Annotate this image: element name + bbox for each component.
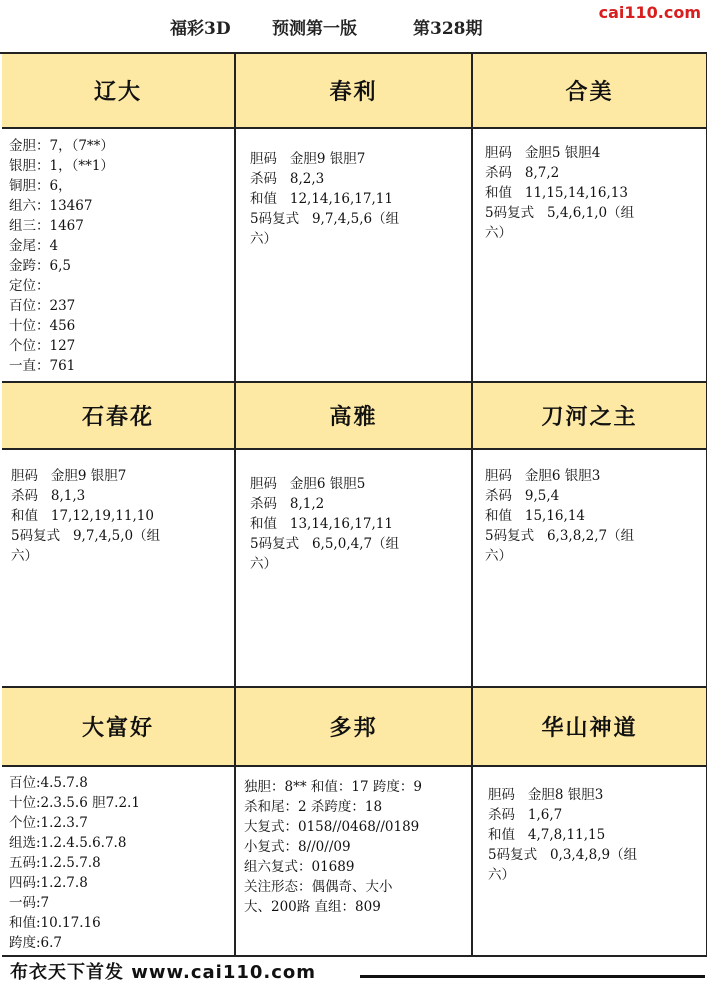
- prediction-line: 5码复式 6,3,8,2,7（组: [485, 528, 635, 544]
- prediction-line: 十位:2.3.5.6 胆7.2.1: [9, 795, 140, 811]
- prediction-line: 大复式：0158//0468//0189: [244, 819, 420, 835]
- expert-name-cell: 高雅: [236, 383, 473, 450]
- prediction-line: 六）: [250, 231, 277, 247]
- prediction-line: 金胆：7，（7**）: [9, 138, 114, 154]
- prediction-line: 金跨：6,5: [9, 258, 71, 274]
- prediction-line: 杀码 8,7,2: [485, 165, 560, 181]
- prediction-list: [2, 129, 234, 376]
- site-logo[interactable]: cai110.com: [598, 3, 701, 22]
- prediction-panel: [2, 129, 236, 383]
- prediction-line: 5码复式 5,4,6,1,0（组: [485, 205, 635, 221]
- prediction-line: 银胆：1，（**1）: [9, 158, 114, 174]
- prediction-line: 独胆：8** 和值：17 跨度：9: [244, 779, 422, 795]
- prediction-line: 胆码 金胆6 银胆3: [485, 468, 601, 484]
- prediction-panel: [473, 767, 707, 957]
- prediction-line: 和值 13,14,16,17,11: [250, 516, 393, 532]
- prediction-line: 杀码 8,2,3: [250, 171, 325, 187]
- prediction-list: [473, 767, 706, 885]
- prediction-line: 胆码 金胆5 银胆4: [485, 145, 601, 161]
- prediction-panel: [473, 129, 707, 383]
- prediction-list: [236, 767, 471, 917]
- prediction-line: 5码复式 9,7,4,5,6（组: [250, 211, 400, 227]
- prediction-line: 胆码 金胆9 银胆7: [11, 468, 127, 484]
- prediction-panel: [2, 767, 236, 957]
- lottery-title: 福彩3D: [170, 19, 231, 39]
- expert-name-cell: 石春花: [2, 383, 236, 450]
- prediction-line: 六）: [485, 548, 512, 564]
- footer-rule: [360, 975, 705, 978]
- prediction-line: 胆码 金胆6 银胆5: [250, 476, 366, 492]
- prediction-panel: [236, 767, 473, 957]
- prediction-line: 杀码 8,1,2: [250, 496, 325, 512]
- prediction-grid: [0, 52, 707, 951]
- prediction-line: 5码复式 9,7,4,5,0（组: [11, 528, 161, 544]
- prediction-panel: [236, 129, 473, 383]
- edition-title: 预测第一版: [272, 19, 357, 39]
- prediction-line: 六）: [485, 225, 512, 241]
- prediction-line: 和值 12,14,16,17,11: [250, 191, 393, 207]
- prediction-line: 杀码 8,1,3: [11, 488, 86, 504]
- prediction-line: 大、200路 直组：809: [244, 899, 381, 915]
- prediction-line: 百位:4.5.7.8: [9, 775, 88, 791]
- prediction-list: [2, 767, 234, 953]
- expert-name-cell: 辽大: [2, 54, 236, 129]
- prediction-line: 四码:1.2.7.8: [9, 875, 88, 891]
- prediction-line: 铜胆：6，: [9, 178, 72, 194]
- prediction-line: 杀码 9,5,4: [485, 488, 560, 504]
- expert-name-cell: 刀河之主: [473, 383, 707, 450]
- prediction-line: 组六复式：01689: [244, 859, 355, 875]
- prediction-line: 一直：761: [9, 358, 76, 374]
- title-bar: [0, 0, 707, 48]
- prediction-line: 组三：1467: [9, 218, 84, 234]
- prediction-line: 五码:1.2.5.7.8: [9, 855, 101, 871]
- prediction-line: 组选:1.2.4.5.6.7.8: [9, 835, 127, 851]
- prediction-list: [473, 129, 706, 243]
- prediction-line: 5码复式 6,5,0,4,7（组: [250, 536, 400, 552]
- expert-name-cell: 多邦: [236, 688, 473, 767]
- prediction-panel: [2, 450, 236, 688]
- prediction-line: 5码复式 0,3,4,8,9（组: [488, 847, 638, 863]
- prediction-line: 胆码 金胆8 银胆3: [488, 787, 604, 803]
- prediction-line: 和值:10.17.16: [9, 915, 101, 931]
- prediction-line: 和值 15,16,14: [485, 508, 585, 524]
- prediction-line: 金尾：4: [9, 238, 59, 254]
- prediction-line: 六）: [11, 548, 38, 564]
- prediction-panel: [473, 450, 707, 688]
- prediction-panel: [236, 450, 473, 688]
- prediction-line: 百位：237: [9, 298, 76, 314]
- prediction-list: [236, 450, 471, 574]
- footer-watermark: 布衣天下首发 www.cai110.com: [10, 962, 317, 983]
- expert-name-cell: 合美: [473, 54, 707, 129]
- prediction-line: 杀和尾：2 杀跨度：18: [244, 799, 383, 815]
- prediction-line: 杀码 1,6,7: [488, 807, 563, 823]
- prediction-line: 关注形态：偶偶奇、大小: [244, 879, 393, 895]
- prediction-line: 和值 17,12,19,11,10: [11, 508, 154, 524]
- prediction-list: [473, 450, 706, 566]
- prediction-line: 和值 4,7,8,11,15: [488, 827, 606, 843]
- prediction-line: 和值 11,15,14,16,13: [485, 185, 628, 201]
- prediction-line: 个位:1.2.3.7: [9, 815, 88, 831]
- prediction-line: 个位：127: [9, 338, 76, 354]
- expert-name-cell: 华山神道: [473, 688, 707, 767]
- issue-title: 第328期: [413, 19, 483, 39]
- prediction-line: 六）: [488, 867, 515, 883]
- prediction-line: 六）: [250, 556, 277, 572]
- expert-name-cell: 春利: [236, 54, 473, 129]
- prediction-line: 组六：13467: [9, 198, 93, 214]
- prediction-line: 定位：: [9, 278, 50, 294]
- prediction-line: 一码:7: [9, 895, 50, 911]
- prediction-line: 小复式：8//0//09: [244, 839, 351, 855]
- prediction-line: 十位：456: [9, 318, 76, 334]
- expert-name-cell: 大富好: [2, 688, 236, 767]
- prediction-list: [236, 129, 471, 249]
- prediction-line: 胆码 金胆9 银胆7: [250, 151, 366, 167]
- prediction-list: [2, 450, 234, 566]
- prediction-line: 跨度:6.7: [9, 935, 63, 951]
